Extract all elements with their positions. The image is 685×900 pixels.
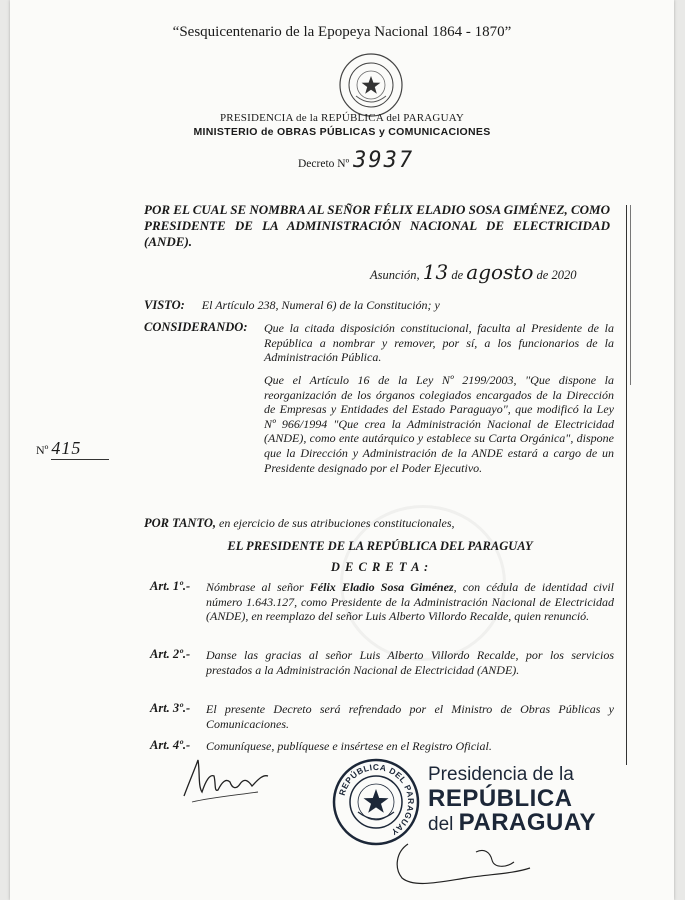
considerando-label: CONSIDERANDO:	[144, 320, 248, 334]
signature-president	[178, 752, 278, 810]
article-1-text-b: , con cédula de identidad civil número 1.643.127, como Presidente de la Administración Nacional de Electricidad (ANDE), en reemplazo del señor Luis Alberto Villordo Recalde, quien renunció.	[206, 580, 614, 624]
article-3-text: El presente Decreto será refrendado por el Ministro de Obras Públicas y Comunicaciones.	[206, 702, 614, 731]
presidency-logo-text	[428, 764, 596, 836]
article-2-label: Art. 2º.-	[150, 647, 191, 661]
ministry-line: MINISTERIO de OBRAS PÚBLICAS y COMUNICACIONES	[193, 126, 491, 138]
seal-ring-text: REPÚBLICA DEL PARAGUAY	[336, 761, 417, 838]
decree-number-value: 3937	[353, 148, 415, 173]
side-note-value: 415	[51, 438, 82, 458]
date-day: 13	[422, 260, 449, 284]
logo-line-1: Presidencia de la	[428, 764, 574, 785]
logo-line-3a: del	[428, 814, 459, 835]
decree-label: Decreto Nº	[298, 158, 350, 170]
article-1-text-a: Nómbrase al señor	[206, 580, 310, 594]
article-1-text	[206, 580, 614, 624]
visto-text: El Artículo 238, Numeral 6) de la Constitución; y	[201, 298, 440, 312]
side-note-number	[36, 438, 109, 460]
decree-title: POR EL CUAL SE NOMBRA AL SEÑOR FÉLIX ELADIO SOSA GIMÉNEZ, COMO PRESIDENTE DE LA ADMINISTRACIÓN NACIONAL DE ELECTRICIDAD (ANDE).	[144, 202, 610, 249]
margin-line	[626, 205, 627, 765]
logo-line-2: REPÚBLICA	[428, 785, 573, 812]
date-year: de 2020	[536, 268, 577, 282]
decreta-heading: D E C R E T A :	[330, 560, 430, 574]
por-tanto-label: POR TANTO,	[144, 516, 216, 530]
por-tanto-text: en ejercicio de sus atribuciones constitucionales,	[219, 516, 455, 530]
article-4-text: Comuníquese, publíquese e insértese en el Registro Oficial.	[206, 739, 492, 753]
side-note-label: Nº	[36, 443, 49, 457]
decree-number	[298, 148, 414, 173]
date-line	[370, 260, 576, 284]
considerando-paragraph-2: Que el Artículo 16 de la Ley Nº 2199/2003, "Que dispone la reorganización de los órganos colegiados encargados de la Dirección de Empresas y Entidades del Estado Paraguayo", que modificó la Ley Nº 966/1994 "Que crea la Administración Nacional de Electricidad (ANDE), como ente autárquico y establece su Carta Orgánica", dispone que la Dirección y Administración de la ANDE estará a cargo de un Presidente designado por el Poder Ejecutivo.	[264, 373, 614, 475]
national-seal-icon	[338, 52, 404, 118]
date-month: agosto	[466, 260, 534, 284]
decree-page	[10, 0, 674, 900]
margin-line-secondary	[630, 205, 631, 385]
visto-label: VISTO:	[144, 298, 185, 312]
motto: “Sesquicentenario de la Epopeya Nacional 1864 - 1870”	[172, 24, 512, 40]
visto-paragraph	[144, 298, 614, 313]
article-2-text: Danse las gracias al señor Luis Alberto Villordo Recalde, por los servicios prestados a la Administración Nacional de Electricidad (ANDE).	[206, 648, 614, 677]
considerando-paragraph-1: Que la citada disposición constitucional, faculta al Presidente de la República a nombrar y remover, por sí, a los funcionarios de la Administración Pública.	[264, 321, 614, 365]
date-place: Asunción,	[370, 268, 420, 282]
article-4-label: Art. 4º.-	[150, 738, 191, 752]
date-de: de	[451, 268, 464, 282]
logo-line-3	[428, 809, 596, 836]
republic-emblem-icon	[332, 758, 420, 846]
article-3-label: Art. 3º.-	[150, 701, 191, 715]
president-heading: EL PRESIDENTE DE LA REPÚBLICA DEL PARAGUAY	[227, 539, 533, 553]
article-1-name: Félix Eladio Sosa Giménez	[309, 580, 454, 594]
article-1-label: Art. 1º.-	[150, 579, 191, 593]
logo-line-3b: PARAGUAY	[458, 809, 596, 836]
presidency-line: PRESIDENCIA de la REPÚBLICA del PARAGUAY	[219, 112, 465, 124]
